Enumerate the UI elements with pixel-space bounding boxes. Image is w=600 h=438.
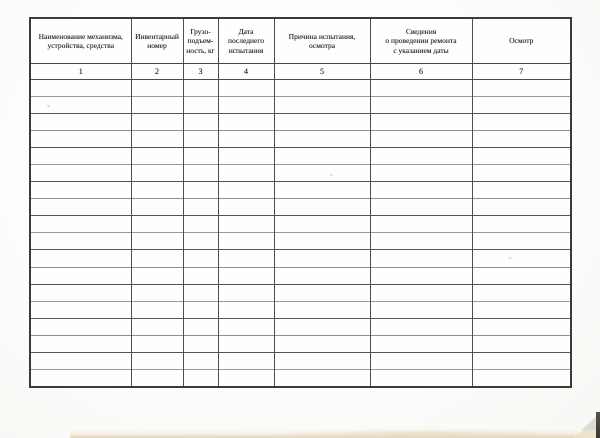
- empty-data-row: [30, 148, 571, 165]
- column-header-2: [131, 18, 183, 64]
- empty-cell: [183, 97, 218, 114]
- empty-cell: [218, 216, 274, 233]
- empty-data-row: [30, 318, 571, 335]
- empty-data-row: [30, 352, 571, 369]
- empty-cell: [30, 352, 131, 369]
- empty-cell: [30, 97, 131, 114]
- empty-cell: [30, 114, 131, 131]
- empty-cell: [370, 369, 472, 387]
- empty-cell: [131, 250, 183, 267]
- empty-cell: [274, 352, 370, 369]
- scan-edge-shadow: [581, 416, 597, 430]
- empty-cell: [218, 199, 274, 216]
- empty-cell: [274, 80, 370, 97]
- column-number-row: [30, 64, 571, 80]
- empty-cell: [218, 369, 274, 387]
- empty-cell: [274, 318, 370, 335]
- empty-cell: [370, 318, 472, 335]
- empty-cell: [370, 233, 472, 250]
- empty-cell: [218, 335, 274, 352]
- empty-cell: [183, 216, 218, 233]
- empty-cell: [131, 318, 183, 335]
- empty-cell: [370, 267, 472, 284]
- empty-data-row: [30, 131, 571, 148]
- header-line: устройства, средства: [47, 41, 115, 50]
- empty-cell: [183, 318, 218, 335]
- empty-cell: [472, 199, 571, 216]
- empty-cell: [183, 165, 218, 182]
- empty-cell: [131, 131, 183, 148]
- table-body: [30, 80, 571, 387]
- empty-cell: [183, 199, 218, 216]
- header-line: испытания: [228, 45, 264, 55]
- empty-cell: [472, 131, 571, 148]
- empty-cell: [218, 165, 274, 182]
- column-header-4: [218, 18, 274, 64]
- empty-cell: [30, 199, 131, 216]
- header-line: Осмотр: [509, 36, 534, 46]
- table-head: [30, 18, 571, 80]
- empty-cell: [370, 284, 472, 301]
- empty-cell: [30, 131, 131, 148]
- empty-cell: [274, 182, 370, 199]
- empty-cell: [183, 233, 218, 250]
- empty-cell: [370, 97, 472, 114]
- empty-cell: [30, 80, 131, 97]
- header-line: последнего: [227, 36, 265, 46]
- empty-cell: [472, 165, 571, 182]
- column-header-7: [472, 18, 571, 64]
- empty-cell: [183, 301, 218, 318]
- empty-cell: [274, 301, 370, 318]
- empty-cell: [131, 369, 183, 387]
- header-line: осмотра: [308, 41, 336, 50]
- column-number-1: 1: [30, 64, 131, 80]
- empty-cell: [370, 335, 472, 352]
- empty-cell: [274, 97, 370, 114]
- empty-cell: [218, 284, 274, 301]
- empty-cell: [218, 301, 274, 318]
- empty-data-row: [30, 182, 571, 199]
- empty-cell: [131, 216, 183, 233]
- empty-data-row: [30, 284, 571, 301]
- header-line: Грузо-: [190, 26, 211, 36]
- empty-cell: [131, 165, 183, 182]
- empty-data-row: [30, 301, 571, 318]
- empty-cell: [218, 182, 274, 199]
- header-line: номер: [147, 41, 167, 50]
- empty-cell: [183, 182, 218, 199]
- empty-data-row: [30, 335, 571, 352]
- empty-cell: [370, 216, 472, 233]
- header-line: ность, кг: [186, 45, 215, 55]
- column-number-3: 3: [183, 64, 218, 80]
- column-number-5: 5: [274, 64, 370, 80]
- empty-cell: [274, 199, 370, 216]
- column-header-6: [370, 18, 472, 64]
- empty-cell: [370, 131, 472, 148]
- empty-cell: [218, 97, 274, 114]
- empty-data-row: [30, 369, 571, 387]
- empty-data-row: [30, 97, 571, 114]
- empty-cell: [30, 148, 131, 165]
- empty-data-row: [30, 80, 571, 97]
- header-line: Сведения: [405, 26, 437, 36]
- empty-cell: [472, 216, 571, 233]
- header-line: Дата: [238, 26, 254, 36]
- empty-cell: [370, 114, 472, 131]
- empty-cell: [274, 216, 370, 233]
- empty-cell: [274, 369, 370, 387]
- empty-cell: [30, 301, 131, 318]
- empty-cell: [472, 352, 571, 369]
- column-header-3: [183, 18, 218, 64]
- empty-cell: [274, 250, 370, 267]
- empty-data-row: [30, 233, 571, 250]
- empty-cell: [472, 301, 571, 318]
- empty-cell: [30, 369, 131, 387]
- empty-cell: [183, 131, 218, 148]
- empty-data-row: [30, 267, 571, 284]
- empty-cell: [131, 267, 183, 284]
- empty-cell: [370, 182, 472, 199]
- empty-cell: [370, 165, 472, 182]
- column-number-7: 7: [472, 64, 571, 80]
- empty-cell: [131, 148, 183, 165]
- empty-cell: [183, 80, 218, 97]
- empty-cell: [30, 182, 131, 199]
- column-number-2: 2: [131, 64, 183, 80]
- column-header-5: [274, 18, 370, 64]
- empty-cell: [183, 352, 218, 369]
- empty-cell: [183, 148, 218, 165]
- empty-cell: [131, 352, 183, 369]
- empty-cell: [131, 80, 183, 97]
- empty-cell: [131, 284, 183, 301]
- empty-cell: [472, 250, 571, 267]
- empty-cell: [472, 369, 571, 387]
- empty-cell: [30, 284, 131, 301]
- empty-cell: [274, 114, 370, 131]
- empty-cell: [274, 233, 370, 250]
- header-line: с указанием даты: [393, 45, 449, 55]
- empty-cell: [183, 250, 218, 267]
- empty-cell: [131, 97, 183, 114]
- empty-data-row: [30, 165, 571, 182]
- empty-cell: [370, 250, 472, 267]
- empty-cell: [183, 369, 218, 387]
- empty-cell: [472, 114, 571, 131]
- header-line: подъем-: [187, 36, 214, 46]
- empty-cell: [131, 233, 183, 250]
- empty-cell: [131, 301, 183, 318]
- empty-cell: [472, 335, 571, 352]
- empty-cell: [472, 80, 571, 97]
- empty-cell: [218, 131, 274, 148]
- empty-data-row: [30, 216, 571, 233]
- empty-cell: [472, 182, 571, 199]
- empty-cell: [30, 250, 131, 267]
- empty-cell: [370, 301, 472, 318]
- empty-cell: [274, 131, 370, 148]
- header-row: [30, 18, 571, 64]
- inspection-log-table: [29, 17, 572, 388]
- empty-cell: [274, 284, 370, 301]
- empty-cell: [218, 80, 274, 97]
- empty-cell: [131, 335, 183, 352]
- empty-cell: [472, 97, 571, 114]
- empty-cell: [30, 165, 131, 182]
- empty-cell: [218, 318, 274, 335]
- empty-cell: [30, 267, 131, 284]
- empty-cell: [218, 148, 274, 165]
- empty-cell: [183, 284, 218, 301]
- empty-cell: [274, 165, 370, 182]
- empty-cell: [30, 216, 131, 233]
- empty-cell: [472, 233, 571, 250]
- empty-cell: [472, 318, 571, 335]
- header-line: Инвентарный: [135, 31, 179, 41]
- column-header-1: [30, 18, 131, 64]
- empty-cell: [370, 80, 472, 97]
- empty-cell: [274, 267, 370, 284]
- page-bottom-edge-tint: [70, 429, 586, 438]
- empty-cell: [218, 267, 274, 284]
- empty-cell: [370, 352, 472, 369]
- empty-cell: [30, 318, 131, 335]
- empty-cell: [30, 335, 131, 352]
- empty-cell: [183, 335, 218, 352]
- empty-cell: [472, 267, 571, 284]
- empty-cell: [218, 250, 274, 267]
- header-line: о проведении ремонта: [385, 36, 457, 46]
- empty-cell: [131, 114, 183, 131]
- empty-cell: [472, 284, 571, 301]
- page-bottom-smear: [275, 429, 575, 436]
- empty-cell: [274, 335, 370, 352]
- empty-cell: [30, 233, 131, 250]
- empty-cell: [274, 148, 370, 165]
- column-number-4: 4: [218, 64, 274, 80]
- empty-cell: [472, 148, 571, 165]
- empty-cell: [218, 114, 274, 131]
- empty-cell: [183, 114, 218, 131]
- empty-data-row: [30, 250, 571, 267]
- empty-cell: [370, 148, 472, 165]
- header-line: Причина испытания,: [288, 31, 356, 41]
- header-line: Наименование механизма,: [38, 31, 123, 41]
- empty-cell: [370, 199, 472, 216]
- empty-data-row: [30, 199, 571, 216]
- empty-cell: [183, 267, 218, 284]
- column-number-6: 6: [370, 64, 472, 80]
- empty-cell: [218, 352, 274, 369]
- empty-data-row: [30, 114, 571, 131]
- empty-cell: [131, 199, 183, 216]
- empty-cell: [131, 182, 183, 199]
- empty-cell: [218, 233, 274, 250]
- scan-edge-mark: [596, 412, 600, 438]
